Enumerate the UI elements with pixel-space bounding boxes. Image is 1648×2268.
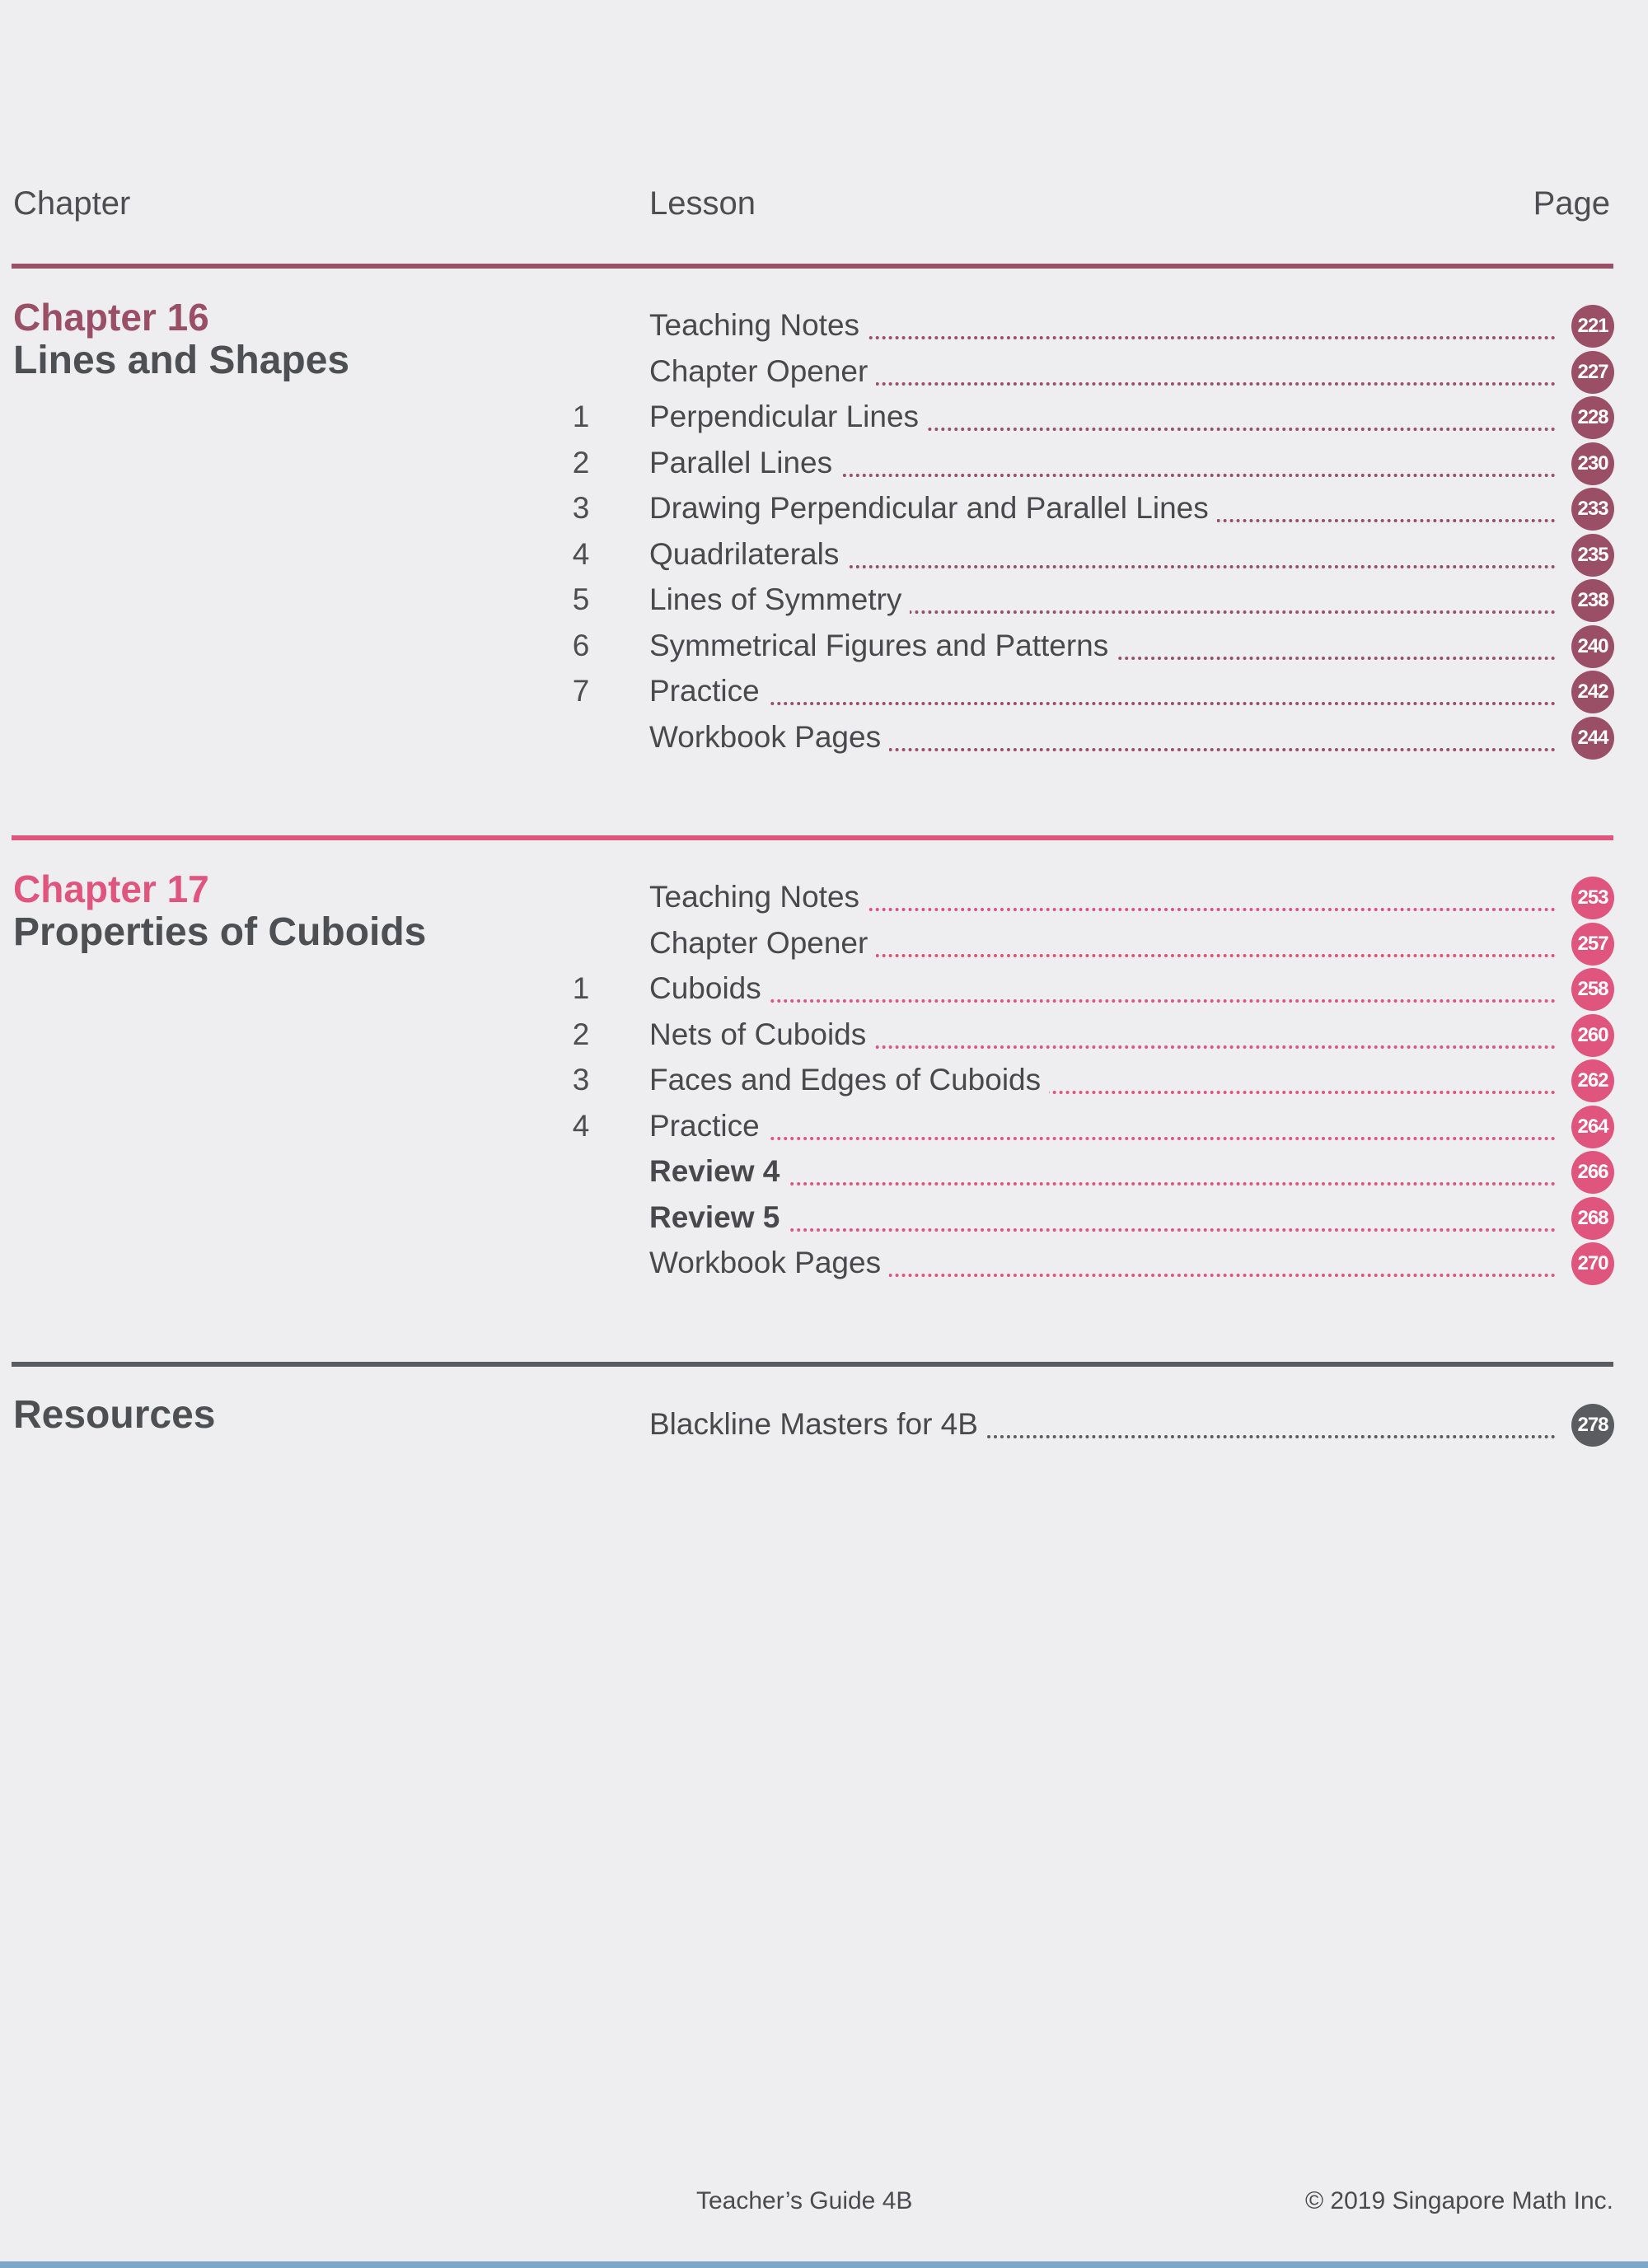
chapter-16-rule (12, 264, 1613, 269)
lesson-row (0, 488, 1648, 534)
lesson-row (0, 1404, 1648, 1450)
lesson-title: Workbook Pages (649, 720, 889, 755)
lesson-title: Nets of Cuboids (649, 1017, 874, 1052)
page-number-badge: 238 (1571, 579, 1614, 622)
lesson-title: Parallel Lines (649, 446, 840, 480)
page-number-badge: 264 (1571, 1106, 1614, 1148)
page-number-badge: 278 (1571, 1404, 1614, 1447)
lesson-row (0, 1197, 1648, 1243)
lesson-row (0, 968, 1648, 1014)
lesson-row (0, 671, 1648, 717)
lesson-row (0, 396, 1648, 442)
page-number-badge: 257 (1571, 923, 1614, 966)
page-number-badge: 230 (1571, 442, 1614, 485)
dot-leader (659, 1137, 1556, 1140)
page-number-badge: 253 (1571, 877, 1614, 919)
lesson-number: 4 (572, 536, 590, 571)
lesson-title: Drawing Perpendicular and Parallel Lines (649, 491, 1217, 526)
footer-guide-title: Teacher’s Guide 4B (696, 2187, 913, 2214)
column-header-page: Page (1533, 185, 1610, 222)
lesson-title: Practice (649, 674, 768, 708)
lesson-title: Faces and Edges of Cuboids (649, 1063, 1049, 1097)
lesson-title: Chapter Opener (649, 926, 876, 961)
lesson-number: 3 (572, 491, 590, 525)
page-number-badge: 260 (1571, 1014, 1614, 1057)
page-number-badge: 268 (1571, 1197, 1614, 1240)
lesson-title: Quadrilaterals (649, 537, 847, 572)
column-header-lesson: Lesson (649, 185, 756, 222)
chapter-16-number: Chapter 16 (13, 296, 209, 339)
lesson-row (0, 305, 1648, 351)
page-number-badge: 235 (1571, 534, 1614, 577)
lesson-title: Teaching Notes (649, 880, 868, 914)
lesson-number: 2 (572, 1017, 590, 1051)
lesson-title: Perpendicular Lines (649, 400, 927, 434)
lesson-number: 1 (572, 400, 590, 433)
lesson-number: 2 (572, 445, 590, 479)
page-number-badge: 240 (1571, 625, 1614, 668)
resources-title: Resources (13, 1393, 216, 1437)
dot-leader (659, 1182, 1556, 1185)
lesson-row (0, 1151, 1648, 1197)
chapter-17-number: Chapter 17 (13, 867, 209, 910)
page-number-badge: 244 (1571, 717, 1614, 760)
lesson-row (0, 534, 1648, 580)
lesson-number: 1 (572, 971, 590, 1005)
page-number-badge: 228 (1571, 396, 1614, 439)
lesson-row (0, 717, 1648, 763)
page-number-badge: 258 (1571, 968, 1614, 1011)
chapter-16-title: Lines and Shapes (13, 339, 350, 382)
lesson-number: 7 (572, 674, 590, 708)
lesson-row (0, 579, 1648, 625)
page-number-badge: 227 (1571, 351, 1614, 394)
resources-rule (12, 1362, 1613, 1367)
page-number-badge: 270 (1571, 1242, 1614, 1285)
lesson-row (0, 1059, 1648, 1106)
chapter-17-title: Properties of Cuboids (13, 910, 427, 954)
lesson-row (0, 1242, 1648, 1288)
dot-leader (659, 702, 1556, 705)
page-number-badge: 262 (1571, 1059, 1614, 1102)
lesson-number: 4 (572, 1108, 590, 1143)
dot-leader (659, 1228, 1556, 1232)
lesson-title: Symmetrical Figures and Patterns (649, 629, 1117, 663)
lesson-title: Review 4 (649, 1154, 788, 1189)
lesson-number: 6 (572, 628, 590, 662)
lesson-title: Workbook Pages (649, 1246, 889, 1280)
lesson-row (0, 877, 1648, 923)
lesson-number: 3 (572, 1063, 590, 1097)
chapter-17-rule (12, 835, 1613, 840)
page-number-badge: 233 (1571, 488, 1614, 531)
lesson-number: 5 (572, 582, 590, 616)
page-number-badge: 242 (1571, 671, 1614, 713)
lesson-title: Blackline Masters for 4B (649, 1407, 986, 1442)
lesson-title: Lines of Symmetry (649, 582, 910, 617)
lesson-row (0, 1014, 1648, 1060)
lesson-title: Chapter Opener (649, 354, 876, 389)
column-header-chapter: Chapter (13, 185, 131, 222)
lesson-row (0, 923, 1648, 969)
lesson-title: Cuboids (649, 971, 770, 1006)
lesson-row (0, 351, 1648, 397)
lesson-title: Practice (649, 1109, 768, 1143)
lesson-row (0, 442, 1648, 489)
page-number-badge: 221 (1571, 305, 1614, 348)
footer-copyright: © 2019 Singapore Math Inc. (1304, 2187, 1613, 2214)
lesson-title: Review 5 (649, 1200, 788, 1235)
dot-leader (659, 999, 1556, 1003)
page-number-badge: 266 (1571, 1151, 1614, 1194)
lesson-row (0, 625, 1648, 671)
lesson-row (0, 1106, 1648, 1152)
page-edge (0, 2261, 1648, 2268)
lesson-title: Teaching Notes (649, 308, 868, 343)
